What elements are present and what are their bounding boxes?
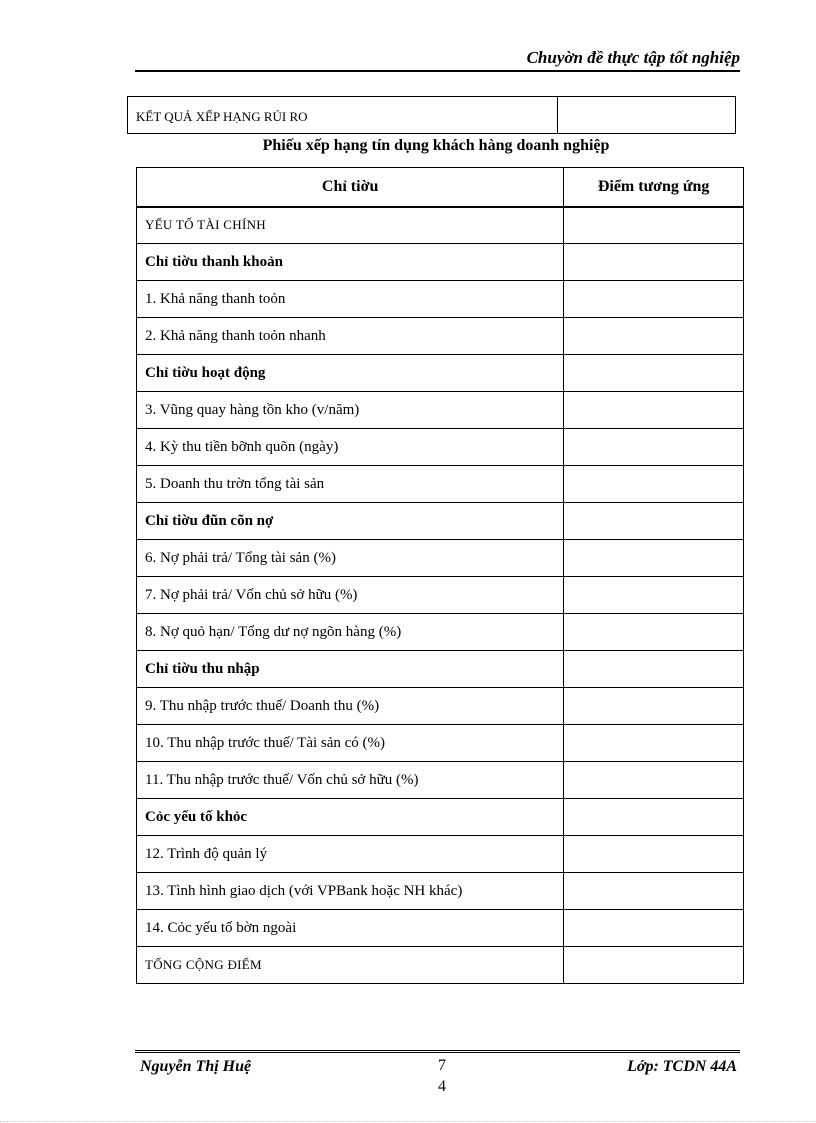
row-label: 13. Tình hình giao dịch (với VPBank hoặc NH khác): [137, 873, 564, 910]
table-row: [137, 725, 744, 762]
table-row: [137, 429, 744, 466]
table-row: [137, 355, 744, 392]
table-row: [137, 577, 744, 614]
risk-rank-box: [127, 96, 736, 134]
score-cell: [564, 910, 744, 947]
table-row: [137, 503, 744, 540]
table-row: [137, 392, 744, 429]
column-header-criteria: Chỉ tiờu: [137, 168, 564, 207]
risk-rank-value: [558, 97, 735, 133]
score-cell: [564, 429, 744, 466]
column-header-score: Điểm tương ứng: [564, 168, 744, 207]
score-cell: [564, 281, 744, 318]
score-cell: [564, 540, 744, 577]
row-label: 4. Kỳ thu tiền bỡnh quõn (ngày): [137, 429, 564, 466]
row-label: Cỏc yếu tố khỏc: [137, 799, 564, 836]
score-cell: [564, 577, 744, 614]
table-row: [137, 762, 744, 799]
score-cell: [564, 466, 744, 503]
score-cell: [564, 503, 744, 540]
table-row: [137, 244, 744, 281]
score-cell: [564, 947, 744, 984]
row-label: 12. Trình độ quản lý: [137, 836, 564, 873]
credit-rating-table: [136, 167, 744, 984]
table-header-row: [137, 168, 744, 207]
row-label: 6. Nợ phải trả/ Tổng tài sản (%): [137, 540, 564, 577]
score-cell: [564, 688, 744, 725]
form-title: Phiếu xếp hạng tín dụng khách hàng doanh nghiệp: [262, 137, 610, 154]
footer-page-line1: 7: [438, 1057, 446, 1074]
page-footer: [135, 1050, 740, 1095]
table-row: [137, 947, 744, 984]
score-cell: [564, 318, 744, 355]
row-label: 1. Khả năng thanh toỏn: [137, 281, 564, 318]
table-row: [137, 910, 744, 947]
table-row: [137, 540, 744, 577]
table-row: [137, 799, 744, 836]
score-cell: [564, 725, 744, 762]
score-cell: [564, 836, 744, 873]
score-cell: [564, 762, 744, 799]
score-cell: [564, 614, 744, 651]
row-label: 5. Doanh thu trờn tổng tài sản: [137, 466, 564, 503]
row-label: Chỉ tiờu hoạt động: [137, 355, 564, 392]
row-label: 3. Vũng quay hàng tồn kho (v/năm): [137, 392, 564, 429]
score-cell: [564, 392, 744, 429]
row-label: 7. Nợ phải trả/ Vốn chủ sở hữu (%): [137, 577, 564, 614]
table-row: [137, 836, 744, 873]
row-label: 14. Cỏc yếu tố bờn ngoài: [137, 910, 564, 947]
score-cell: [564, 244, 744, 281]
row-label: YẾU TỐ TÀI CHÍNH: [137, 207, 564, 244]
page-header-title: Chuyờn đề thực tập tốt nghiệp: [135, 48, 740, 72]
table-row: [137, 873, 744, 910]
table-row: [137, 318, 744, 355]
row-label: Chỉ tiờu thu nhập: [137, 651, 564, 688]
score-cell: [564, 355, 744, 392]
row-label: 8. Nợ quỏ hạn/ Tổng dư nợ ngõn hàng (%): [137, 614, 564, 651]
score-cell: [564, 799, 744, 836]
row-label: Chỉ tiờu đũn cõn nợ: [137, 503, 564, 540]
row-label: 11. Thu nhập trước thuế/ Vốn chủ sở hữu (%): [137, 762, 564, 799]
table-row: [137, 466, 744, 503]
row-label: Chỉ tiờu thanh khoản: [137, 244, 564, 281]
row-label: 10. Thu nhập trước thuế/ Tài sản có (%): [137, 725, 564, 762]
table-row: [137, 614, 744, 651]
row-label: 9. Thu nhập trước thuế/ Doanh thu (%): [137, 688, 564, 725]
table-row: [137, 688, 744, 725]
score-cell: [564, 873, 744, 910]
footer-page-line2: 4: [438, 1078, 446, 1095]
score-cell: [564, 651, 744, 688]
footer-author: Nguyễn Thị Huệ: [140, 1058, 252, 1075]
footer-class-label: Lớp: TCDN 44A: [627, 1058, 737, 1075]
row-label: 2. Khả năng thanh toỏn nhanh: [137, 318, 564, 355]
score-cell: [564, 207, 744, 244]
table-row: [137, 651, 744, 688]
table-row: [137, 281, 744, 318]
table-row: [137, 207, 744, 244]
row-label: TỔNG CỘNG ĐIỂM: [137, 947, 564, 984]
risk-rank-label: KẾT QUẢ XẾP HẠNG RỦI RO: [128, 97, 558, 133]
footer-page-number: [435, 1055, 449, 1097]
